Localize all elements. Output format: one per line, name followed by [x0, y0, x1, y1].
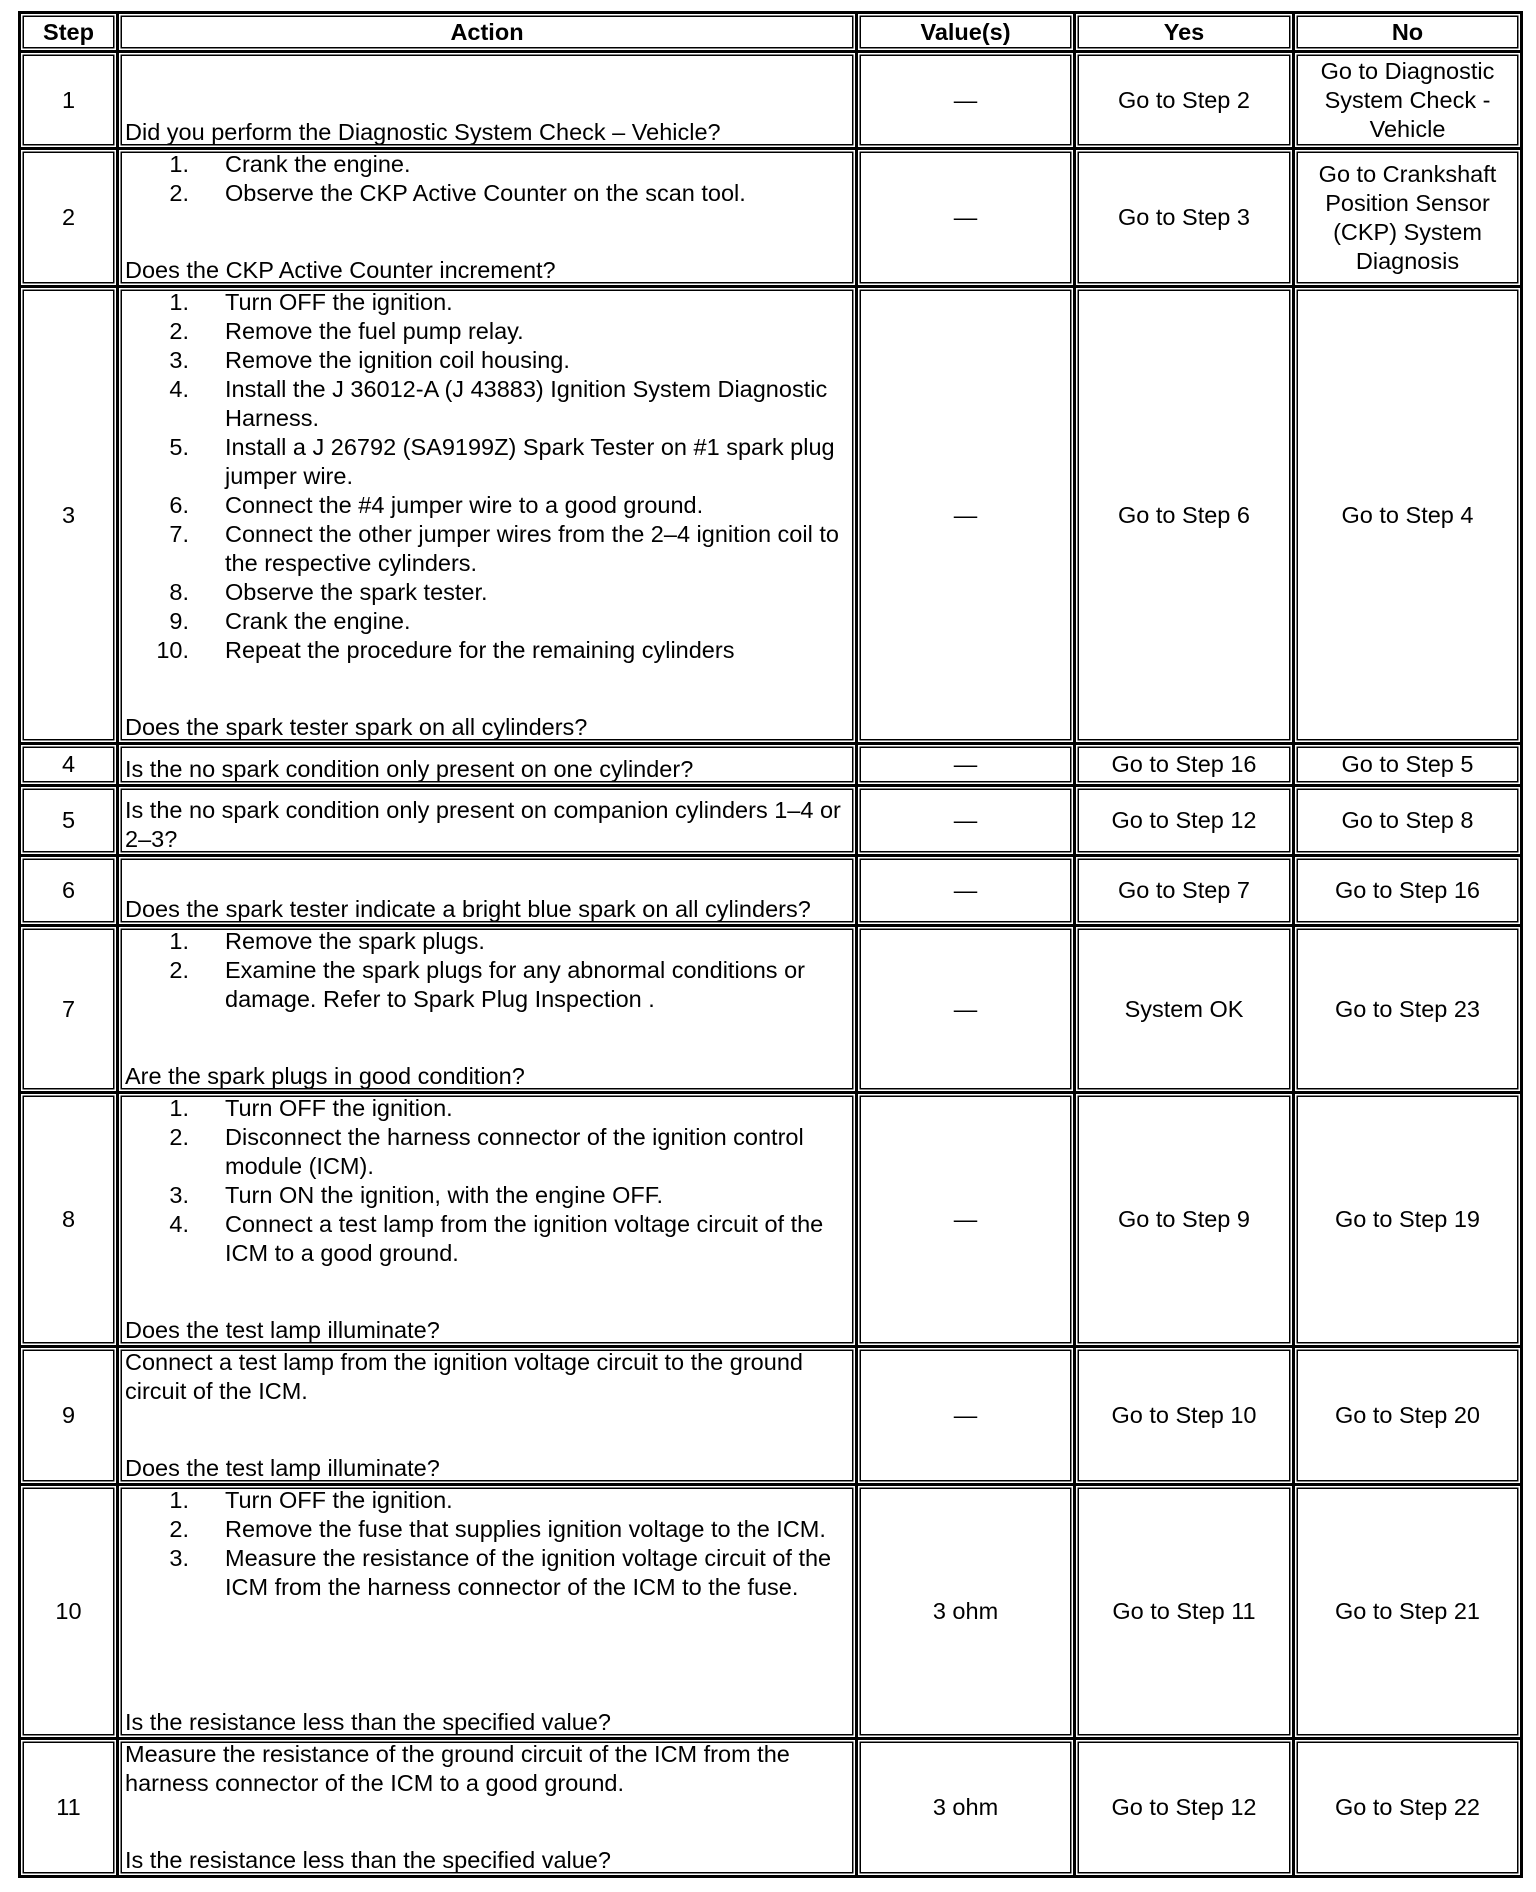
instruction-item	[125, 1181, 849, 1210]
instruction-list	[125, 927, 849, 1014]
instruction-number: 1.	[169, 928, 189, 954]
instruction-item	[125, 1094, 849, 1123]
instruction-list	[125, 1486, 849, 1602]
value-cell: —	[858, 150, 1076, 288]
instruction-item	[125, 636, 849, 665]
instruction-text: Measure the resistance of the ignition voltage circuit of the ICM from the harness connector of the ICM to the fuse.	[225, 1545, 832, 1600]
instruction-item	[125, 179, 849, 208]
action-cell	[119, 1348, 858, 1486]
instruction-text: Repeat the procedure for the remaining cylinders	[225, 637, 735, 663]
instruction-text: Remove the fuse that supplies ignition voltage to the ICM.	[225, 1516, 826, 1542]
instruction-text: Connect the #4 jumper wire to a good ground.	[225, 492, 704, 518]
no-result: Go to Step 4	[1295, 288, 1523, 745]
instruction-item	[125, 433, 849, 491]
action-cell	[119, 787, 858, 857]
table-row	[21, 1740, 1523, 1878]
instruction-text: Turn OFF the ignition.	[225, 1487, 453, 1513]
action-text: Connect a test lamp from the ignition voltage circuit to the ground circuit of the ICM.	[125, 1349, 803, 1404]
instruction-item	[125, 607, 849, 636]
yes-result: Go to Step 7	[1076, 857, 1295, 927]
step-number: 1	[21, 53, 119, 150]
no-result: Go to Diagnostic System Check - Vehicle	[1295, 53, 1523, 150]
table-row	[21, 1486, 1523, 1740]
instruction-item	[125, 578, 849, 607]
yes-result: Go to Step 9	[1076, 1094, 1295, 1348]
instruction-number: 5.	[169, 434, 189, 460]
action-instructions	[125, 150, 849, 208]
table-row	[21, 150, 1523, 288]
instruction-number: 4.	[169, 1211, 189, 1237]
instruction-item	[125, 520, 849, 578]
step-number: 7	[21, 927, 119, 1094]
no-result: Go to Step 16	[1295, 857, 1523, 927]
action-cell	[119, 857, 858, 927]
instruction-number: 3.	[169, 1182, 189, 1208]
table-row	[21, 1094, 1523, 1348]
no-result: Go to Step 8	[1295, 787, 1523, 857]
instruction-text: Crank the engine.	[225, 608, 411, 634]
instruction-text: Connect the other jumper wires from the 2–4 ignition coil to the respective cylinders.	[225, 521, 839, 576]
instruction-text: Turn OFF the ignition.	[225, 289, 453, 315]
header-no: No	[1295, 14, 1523, 53]
value-cell: —	[858, 1094, 1076, 1348]
yes-result: Go to Step 3	[1076, 150, 1295, 288]
instruction-number: 4.	[169, 376, 189, 402]
instruction-number: 2.	[169, 180, 189, 206]
action-cell	[119, 745, 858, 787]
action-text: Measure the resistance of the ground circuit of the ICM from the harness connector of the ICM to a good ground.	[125, 1741, 790, 1796]
yes-result: Go to Step 2	[1076, 53, 1295, 150]
step-number: 3	[21, 288, 119, 745]
step-number: 10	[21, 1486, 119, 1740]
instruction-text: Remove the fuel pump relay.	[225, 318, 524, 344]
no-result: Go to Step 21	[1295, 1486, 1523, 1740]
action-cell	[119, 53, 858, 150]
instruction-number: 2.	[169, 318, 189, 344]
yes-result: Go to Step 12	[1076, 1740, 1295, 1878]
instruction-number: 3.	[169, 347, 189, 373]
step-number: 6	[21, 857, 119, 927]
action-cell	[119, 1094, 858, 1348]
instruction-text: Install a J 26792 (SA9199Z) Spark Tester on #1 spark plug jumper wire.	[225, 434, 835, 489]
instruction-list	[125, 288, 849, 665]
instruction-item	[125, 491, 849, 520]
instruction-number: 7.	[169, 521, 189, 547]
no-result: Go to Crankshaft Position Sensor (CKP) System Diagnosis	[1295, 150, 1523, 288]
action-question: Does the test lamp illuminate?	[125, 1317, 440, 1343]
yes-result: Go to Step 12	[1076, 787, 1295, 857]
instruction-item	[125, 150, 849, 179]
instruction-item	[125, 288, 849, 317]
action-question: Did you perform the Diagnostic System Check – Vehicle?	[125, 119, 721, 145]
table-row	[21, 53, 1523, 150]
header-step: Step	[21, 14, 119, 53]
no-result: Go to Step 23	[1295, 927, 1523, 1094]
action-question: Is the resistance less than the specified value?	[125, 1709, 611, 1735]
instruction-item	[125, 375, 849, 433]
instruction-text: Disconnect the harness connector of the ignition control module (ICM).	[225, 1124, 804, 1179]
value-cell: —	[858, 53, 1076, 150]
action-instructions	[125, 288, 849, 665]
instruction-number: 9.	[169, 608, 189, 634]
instruction-number: 1.	[169, 289, 189, 315]
yes-result: Go to Step 16	[1076, 745, 1295, 787]
instruction-number: 2.	[169, 1124, 189, 1150]
instruction-item	[125, 346, 849, 375]
no-result: Go to Step 5	[1295, 745, 1523, 787]
header-row	[21, 14, 1523, 53]
yes-result: Go to Step 11	[1076, 1486, 1295, 1740]
instruction-item	[125, 1486, 849, 1515]
action-question: Is the resistance less than the specified value?	[125, 1847, 611, 1873]
table-row	[21, 745, 1523, 787]
instruction-number: 6.	[169, 492, 189, 518]
instruction-item	[125, 927, 849, 956]
no-result: Go to Step 20	[1295, 1348, 1523, 1486]
table-row	[21, 1348, 1523, 1486]
instruction-number: 1.	[169, 1095, 189, 1121]
instruction-number: 10.	[156, 637, 189, 663]
step-number: 2	[21, 150, 119, 288]
instruction-number: 1.	[169, 151, 189, 177]
header-action: Action	[119, 14, 858, 53]
value-cell: —	[858, 927, 1076, 1094]
instruction-text: Examine the spark plugs for any abnormal conditions or damage. Refer to Spark Plug Inspection .	[225, 957, 805, 1012]
instruction-list	[125, 150, 849, 208]
instruction-text: Remove the spark plugs.	[225, 928, 485, 954]
value-cell: 3 ohm	[858, 1740, 1076, 1878]
action-question: Does the CKP Active Counter increment?	[125, 257, 556, 283]
action-instructions	[125, 1348, 849, 1406]
table-row	[21, 857, 1523, 927]
no-result: Go to Step 22	[1295, 1740, 1523, 1878]
step-number: 11	[21, 1740, 119, 1878]
action-instructions	[125, 1486, 849, 1602]
step-number: 8	[21, 1094, 119, 1348]
action-question: Does the spark tester spark on all cylinders?	[125, 714, 588, 740]
instruction-item	[125, 956, 849, 1014]
instruction-number: 8.	[169, 579, 189, 605]
instruction-number: 2.	[169, 957, 189, 983]
action-question: Is the no spark condition only present on one cylinder?	[125, 756, 694, 782]
table-row	[21, 288, 1523, 745]
instruction-item	[125, 317, 849, 346]
diagnostic-table	[18, 11, 1523, 1878]
step-number: 5	[21, 787, 119, 857]
instruction-list	[125, 1094, 849, 1268]
instruction-item	[125, 1544, 849, 1602]
action-instructions	[125, 1094, 849, 1268]
header-yes: Yes	[1076, 14, 1295, 53]
instruction-item	[125, 1515, 849, 1544]
action-question: Does the test lamp illuminate?	[125, 1455, 440, 1481]
instruction-number: 3.	[169, 1545, 189, 1571]
yes-result: Go to Step 6	[1076, 288, 1295, 745]
action-cell	[119, 1740, 858, 1878]
action-question: Is the no spark condition only present on companion cylinders 1–4 or 2–3?	[125, 797, 841, 852]
instruction-number: 1.	[169, 1487, 189, 1513]
no-result: Go to Step 19	[1295, 1094, 1523, 1348]
instruction-text: Observe the CKP Active Counter on the scan tool.	[225, 180, 746, 206]
action-question: Are the spark plugs in good condition?	[125, 1063, 525, 1089]
table-row	[21, 787, 1523, 857]
value-cell: —	[858, 745, 1076, 787]
instruction-text: Connect a test lamp from the ignition voltage circuit of the ICM to a good ground.	[225, 1211, 824, 1266]
value-cell: 3 ohm	[858, 1486, 1076, 1740]
instruction-text: Install the J 36012-A (J 43883) Ignition System Diagnostic Harness.	[225, 376, 828, 431]
instruction-text: Turn ON the ignition, with the engine OFF.	[225, 1182, 664, 1208]
yes-result: Go to Step 10	[1076, 1348, 1295, 1486]
instruction-item	[125, 1123, 849, 1181]
yes-result: System OK	[1076, 927, 1295, 1094]
instruction-number: 2.	[169, 1516, 189, 1542]
action-instructions	[125, 1740, 849, 1798]
action-question: Does the spark tester indicate a bright blue spark on all cylinders?	[125, 896, 811, 922]
action-cell	[119, 150, 858, 288]
step-number: 4	[21, 745, 119, 787]
value-cell: —	[858, 787, 1076, 857]
instruction-text: Remove the ignition coil housing.	[225, 347, 570, 373]
instruction-item	[125, 1210, 849, 1268]
action-instructions	[125, 927, 849, 1014]
table-row	[21, 927, 1523, 1094]
step-number: 9	[21, 1348, 119, 1486]
action-cell	[119, 927, 858, 1094]
value-cell: —	[858, 1348, 1076, 1486]
header-values: Value(s)	[858, 14, 1076, 53]
instruction-text: Crank the engine.	[225, 151, 411, 177]
action-cell	[119, 1486, 858, 1740]
action-cell	[119, 288, 858, 745]
value-cell: —	[858, 857, 1076, 927]
value-cell: —	[858, 288, 1076, 745]
instruction-text: Turn OFF the ignition.	[225, 1095, 453, 1121]
instruction-text: Observe the spark tester.	[225, 579, 488, 605]
